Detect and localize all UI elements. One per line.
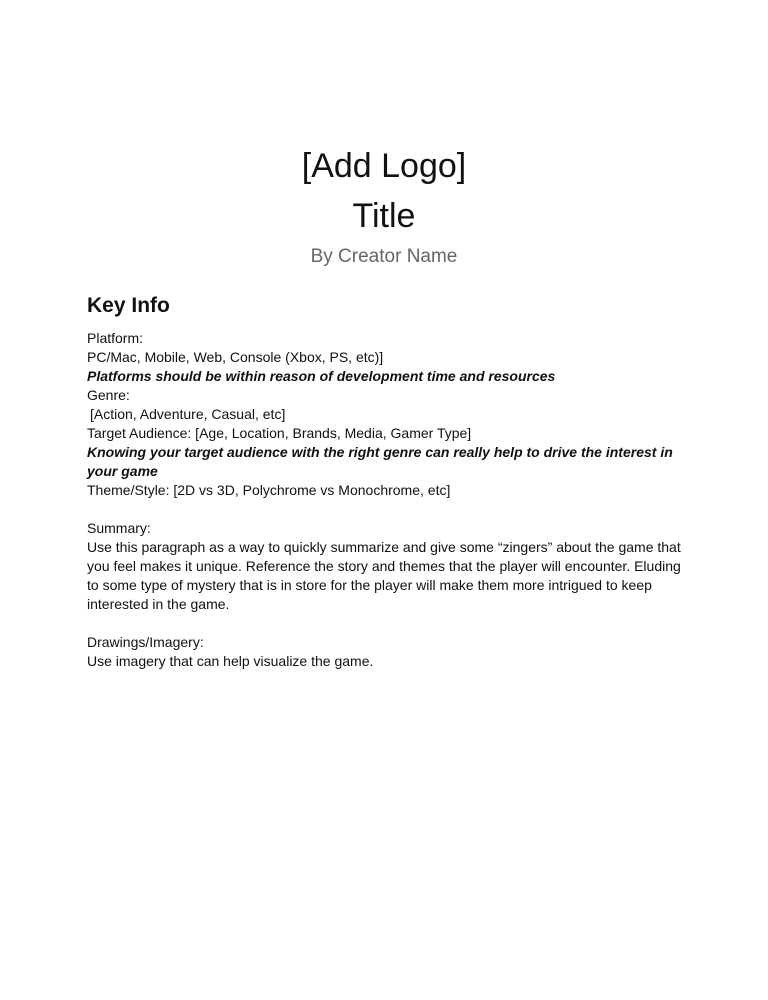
platform-label: Platform:	[87, 330, 144, 346]
key-info-heading: Key Info	[87, 294, 170, 317]
spacer	[87, 500, 687, 519]
genre-value: [Action, Adventure, Casual, etc]	[90, 406, 286, 422]
drawings-text: Use imagery that can help visualize the game.	[87, 653, 374, 669]
genre-label: Genre:	[87, 387, 130, 403]
target-audience: Target Audience: [Age, Location, Brands, Media, Gamer Type]	[87, 425, 472, 441]
platform-value: PC/Mac, Mobile, Web, Console (Xbox, PS, etc)]	[87, 349, 384, 365]
platform-note: Platforms should be within reason of development time and resources	[87, 368, 556, 384]
summary-text: Use this paragraph as a way to quickly summarize and give some “zingers” about the game that you feel makes it unique. Reference the story and themes that the player will encounter. Eluding to some type of mystery that is in store for the player will make them more intrigued to keep interested in the game.	[87, 539, 681, 612]
document-body	[87, 329, 687, 671]
theme-style: Theme/Style: [2D vs 3D, Polychrome vs Monochrome, etc]	[87, 482, 451, 498]
logo-placeholder: [Add Logo]	[301, 147, 467, 185]
creator-byline: By Creator Name	[310, 246, 458, 267]
drawings-label: Drawings/Imagery:	[87, 634, 204, 650]
page-title: Title	[352, 197, 416, 235]
summary-label: Summary:	[87, 520, 151, 536]
spacer	[87, 614, 687, 633]
audience-note: Knowing your target audience with the right genre can really help to drive the interest in your game	[87, 444, 673, 479]
